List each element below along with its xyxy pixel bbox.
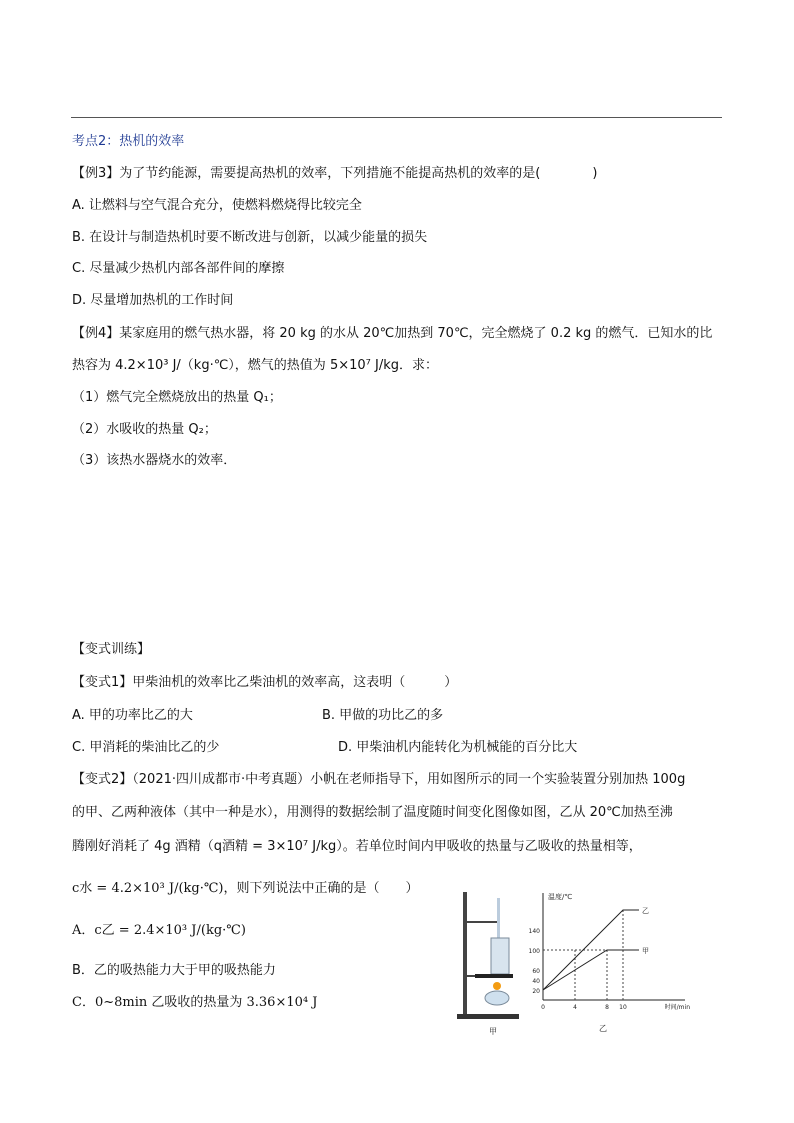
example-4-question-1: （1）燃气完全燃烧放出的热量 Q₁； bbox=[72, 390, 282, 405]
y-tick-label: 60 bbox=[532, 968, 540, 975]
example-3-option-d: D. 尽量增加热机的工作时间 bbox=[72, 293, 234, 308]
variant-2-option-a: A．c乙 = 2.4×10³ J/(kg·℃) bbox=[72, 923, 246, 938]
example-3-option-b: B. 在设计与制造热机时要不断改进与创新，以减少能量的损失 bbox=[72, 230, 428, 245]
y-tick-label: 100 bbox=[528, 948, 540, 955]
variant-training-header: 【变式训练】 bbox=[72, 642, 151, 657]
variant-1-option-b: B. 甲做的功比乙的多 bbox=[322, 708, 444, 723]
x-axis-label: 时间/min bbox=[664, 1004, 690, 1011]
chart-caption: 乙 bbox=[599, 1024, 607, 1033]
series-label-1: 甲 bbox=[642, 947, 649, 955]
example-3-option-c: C. 尽量减少热机内部各部件间的摩擦 bbox=[72, 261, 285, 276]
example-4-line-1: 【例4】某家庭用的燃气热水器，将 20 kg 的水从 20℃加热到 70℃，完全燃烧了 0.2 kg 的燃气．已知水的比 bbox=[72, 326, 713, 341]
example-4-question-3: （3）该热水器烧水的效率． bbox=[72, 453, 237, 468]
apparatus-drawing bbox=[455, 888, 535, 1038]
variant-2-line-2: 的甲、乙两种液体（其中一种是水），用测得的数据绘制了温度随时间变化图像如图，乙从 20℃加热至沸 bbox=[72, 805, 673, 820]
section-title: 考点2：热机的效率 bbox=[72, 134, 185, 149]
x-tick-label: 10 bbox=[619, 1004, 627, 1011]
series-label-0: 乙 bbox=[642, 907, 649, 915]
y-tick-label: 140 bbox=[528, 928, 540, 935]
variant-2-line-4: c水 = 4.2×10³ J/(kg·℃)，则下列说法中正确的是（ ） bbox=[72, 881, 419, 896]
example-4-question-2: （2）水吸收的热量 Q₂； bbox=[72, 422, 217, 437]
example-3-option-a: A. 让燃料与空气混合充分，使燃料燃烧得比较完全 bbox=[72, 198, 362, 213]
temperature-chart bbox=[525, 885, 695, 1035]
x-tick-label: 8 bbox=[605, 1004, 609, 1011]
variant-2-option-b: B．乙的吸热能力大于甲的吸热能力 bbox=[72, 963, 276, 978]
variant-1-stem: 【变式1】甲柴油机的效率比乙柴油机的效率高，这表明（ ） bbox=[72, 675, 458, 690]
series-line-1 bbox=[543, 950, 639, 990]
variant-2-line-1: 【变式2】（2021·四川成都市·中考真题）小帆在老师指导下，用如图所示的同一个实验装置分别加热 100g bbox=[72, 772, 686, 787]
apparatus-figure bbox=[455, 888, 535, 1038]
y-axis-label: 温度/℃ bbox=[548, 893, 573, 901]
variant-2-line-3: 腾刚好消耗了 4g 酒精（q酒精 = 3×10⁷ J/kg）。若单位时间内甲吸收的热量与乙吸收的热量相等， bbox=[72, 839, 642, 854]
temperature-chart-svg bbox=[525, 885, 695, 1035]
variant-1-option-d: D. 甲柴油机内能转化为机械能的百分比大 bbox=[338, 740, 578, 755]
x-tick-label: 4 bbox=[573, 1004, 577, 1011]
y-tick-label: 20 bbox=[532, 988, 540, 995]
variant-1-option-a: A. 甲的功率比乙的大 bbox=[72, 708, 193, 723]
example-4-line-2: 热容为 4.2×10³ J/（kg·℃），燃气的热值为 5×10⁷ J/kg．求： bbox=[72, 358, 438, 373]
example-3-stem: 【例3】为了节约能源，需要提高热机的效率，下列措施不能提高热机的效率的是( ) bbox=[72, 166, 598, 181]
variant-2-option-c: C．0~8min 乙吸收的热量为 3.36×10⁴ J bbox=[72, 995, 318, 1010]
top-rule bbox=[71, 117, 722, 118]
variant-1-option-c: C. 甲消耗的柴油比乙的少 bbox=[72, 740, 220, 755]
x-tick-label: 0 bbox=[541, 1004, 545, 1011]
y-tick-label: 40 bbox=[532, 978, 540, 985]
apparatus-label: 甲 bbox=[489, 1027, 497, 1036]
